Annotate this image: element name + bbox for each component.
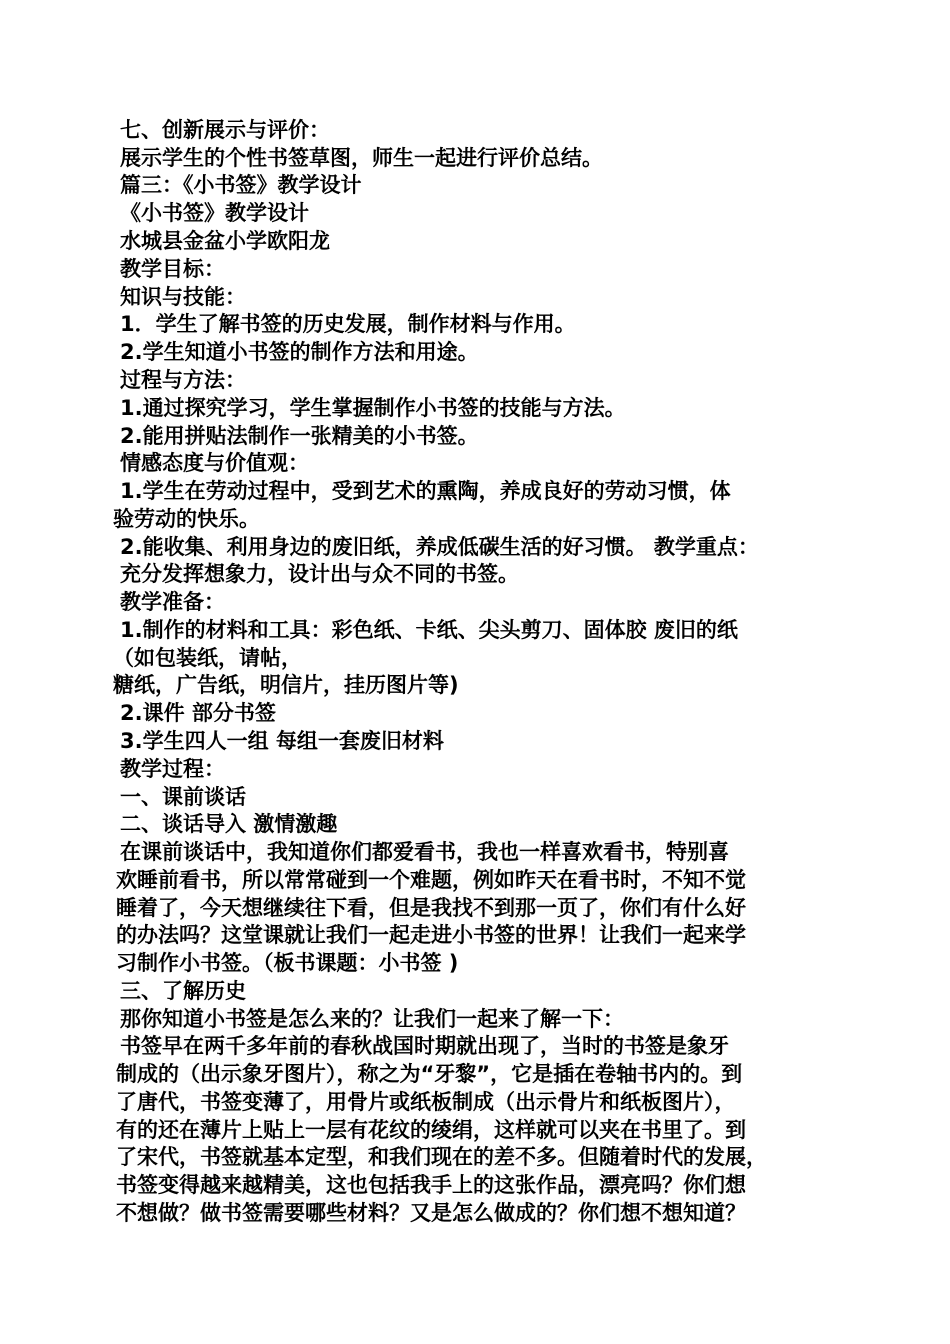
list-item-continued: 验劳动的快乐。 <box>113 507 260 531</box>
section-heading: 教学准备： <box>120 590 225 614</box>
paragraph-line: 在课前谈话中，我知道你们都爱看书，我也一样喜欢看书，特别喜 <box>120 840 729 864</box>
list-item: 1.通过探究学习，学生掌握制作小书签的技能与方法。 <box>120 396 626 420</box>
list-item: 2.学生知道小书签的制作方法和用途。 <box>120 340 479 364</box>
list-item-continued: 糖纸，广告纸，明信片，挂历图片等) <box>113 673 459 697</box>
paragraph-line: 习制作小书签。（板书课题：小书签 ) <box>116 951 459 975</box>
paragraph-line: 欢睡前看书，所以常常碰到一个难题，例如昨天在看书时，不知不觉 <box>116 868 746 892</box>
author-line: 水城县金盆小学欧阳龙 <box>120 229 330 253</box>
list-item: 2.能用拼贴法制作一张精美的小书签。 <box>120 424 479 448</box>
list-item: 2.能收集、利用身边的废旧纸，养成低碳生活的好习惯。 教学重点： <box>120 535 759 559</box>
paragraph-line: 有的还在薄片上贴上一层有花纹的绫绢，这样就可以夹在书里了。到 <box>116 1118 746 1142</box>
paragraph-line: 了宋代，书签就基本定型，和我们现在的差不多。但随着时代的发展， <box>116 1145 767 1169</box>
section-heading: 教学过程： <box>120 757 225 781</box>
section-heading: 教学目标： <box>120 257 225 281</box>
text-line: 展示学生的个性书签草图，师生一起进行评价总结。 <box>120 146 603 170</box>
step-heading: 二、谈话导入 激情激趣 <box>120 812 338 836</box>
list-item: 2.课件 部分书签 <box>120 701 276 725</box>
subsection-heading: 知识与技能： <box>120 285 246 309</box>
chapter-heading: 篇三：《小书签》教学设计 <box>120 173 362 197</box>
step-heading: 一、课前谈话 <box>120 785 246 809</box>
subsection-heading: 过程与方法： <box>120 368 246 392</box>
subsection-heading: 情感态度与价值观： <box>120 451 309 475</box>
paragraph-line: 那你知道小书签是怎么来的？让我们一起来了解一下： <box>120 1007 624 1031</box>
text-line: 充分发挥想象力，设计出与众不同的书签。 <box>120 562 519 586</box>
paragraph-line: 的办法吗？这堂课就让我们一起走进小书签的世界！让我们一起来学 <box>116 923 746 947</box>
document-title: 《小书签》教学设计 <box>120 201 309 225</box>
step-heading: 三、了解历史 <box>120 979 246 1003</box>
list-item: 3.学生四人一组 每组一套废旧材料 <box>120 729 444 753</box>
paragraph-line: 书签变得越来越精美，这也包括我手上的这张作品，漂亮吗？你们想 <box>116 1173 746 1197</box>
paragraph-line: 书签早在两千多年前的春秋战国时期就出现了，当时的书签是象牙 <box>120 1034 729 1058</box>
list-item: 1.学生在劳动过程中，受到艺术的熏陶，养成良好的劳动习惯，体 <box>120 479 731 503</box>
section-heading: 七、创新展示与评价： <box>120 118 330 142</box>
list-item: 1．学生了解书签的历史发展，制作材料与作用。 <box>120 312 576 336</box>
list-item: 1.制作的材料和工具：彩色纸、卡纸、尖头剪刀、固体胶 废旧的纸 <box>120 618 738 642</box>
paragraph-line: 了唐代，书签变薄了，用骨片或纸板制成（出示骨片和纸板图片）， <box>116 1090 736 1114</box>
paragraph-line: 不想做？做书签需要哪些材料？又是怎么做成的？你们想不想知道？ <box>116 1201 746 1225</box>
paragraph-line: 睡着了，今天想继续往下看，但是我找不到那一页了，你们有什么好 <box>116 896 746 920</box>
list-item-continued: （如包装纸，请帖， <box>113 646 302 670</box>
paragraph-line: 制成的（出示象牙图片），称之为“牙黎”，它是插在卷轴书内的。到 <box>116 1062 743 1086</box>
